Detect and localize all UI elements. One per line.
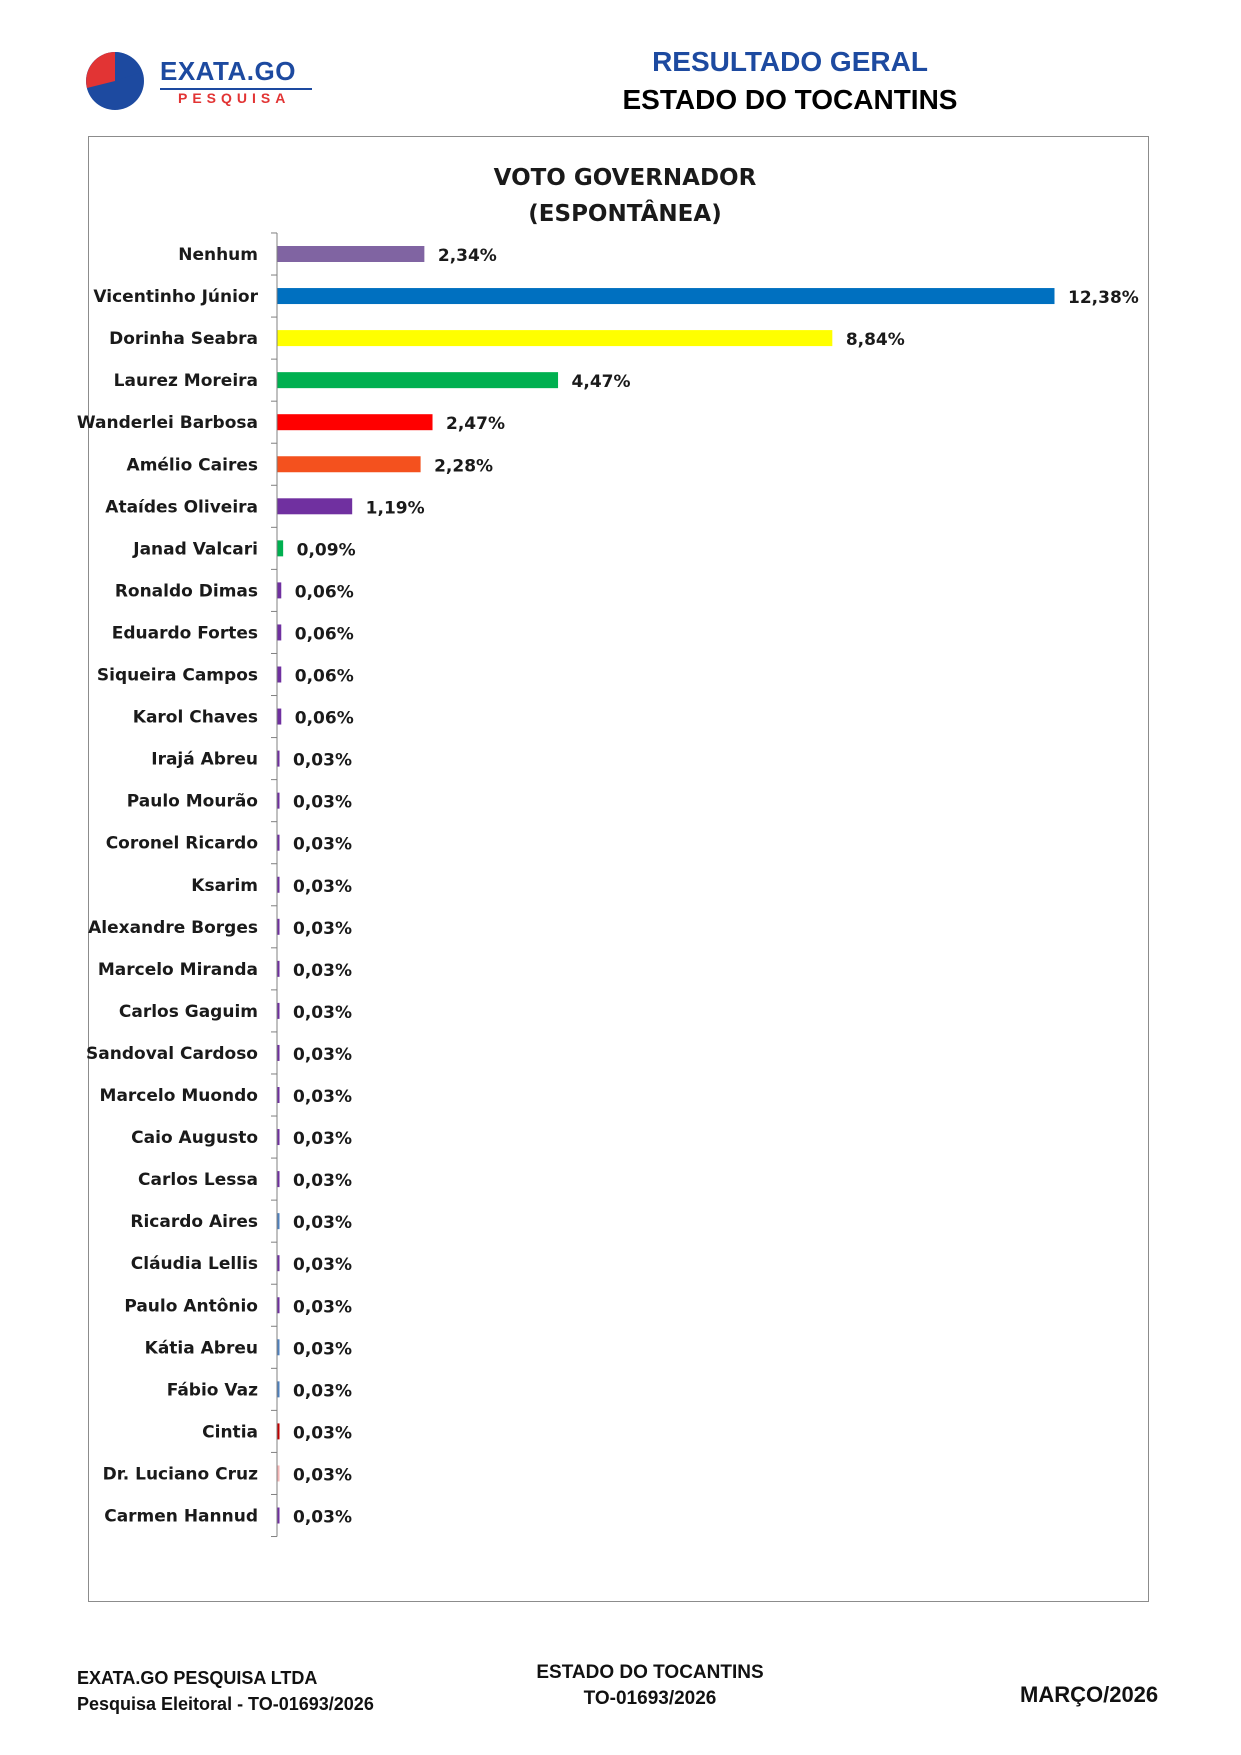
data-label: 0,03% <box>293 1044 352 1065</box>
bar <box>278 498 353 514</box>
data-label: 0,06% <box>294 666 354 687</box>
bar <box>278 751 280 767</box>
category-label: Vicentinho Júnior <box>93 287 258 308</box>
category-label: Alexandre Borges <box>88 917 258 938</box>
bar <box>278 667 282 683</box>
category-label: Fábio Vaz <box>166 1380 258 1401</box>
category-label: Marcelo Muondo <box>99 1086 258 1106</box>
category-label: Nenhum <box>178 245 258 265</box>
bar <box>278 540 284 556</box>
bar <box>278 624 282 640</box>
category-label: Paulo Mourão <box>126 791 258 812</box>
footer-left <box>77 1665 374 1717</box>
category-label: Dorinha Seabra <box>109 329 258 350</box>
category-label: Siqueira Campos <box>96 665 258 686</box>
bar <box>278 1213 280 1229</box>
data-label: 0,03% <box>293 960 352 981</box>
bar <box>278 1381 280 1397</box>
data-label: 0,03% <box>293 1507 352 1528</box>
bar <box>278 1339 280 1355</box>
bar <box>278 1423 280 1439</box>
footer-registration: Pesquisa Eleitoral - TO-01693/2026 <box>77 1694 374 1714</box>
category-label: Carlos Gaguim <box>118 1001 258 1022</box>
data-label: 0,03% <box>293 1381 352 1402</box>
category-label: Kátia Abreu <box>144 1338 258 1359</box>
data-label: 0,06% <box>294 708 354 729</box>
data-label: 2,28% <box>434 456 494 477</box>
data-label: 0,03% <box>293 1087 352 1107</box>
bar <box>278 1465 280 1481</box>
category-label: Sandoval Cardoso <box>86 1043 258 1064</box>
logo-subtitle: PESQUISA <box>178 90 291 106</box>
category-label: Eduardo Fortes <box>111 623 258 644</box>
data-label: 2,47% <box>446 414 506 435</box>
bar <box>278 1129 280 1145</box>
chart-title: VOTO GOVERNADOR <box>493 165 757 191</box>
bar <box>278 246 425 262</box>
data-label: 0,03% <box>293 1339 352 1360</box>
category-label: Wanderlei Barbosa <box>76 413 258 434</box>
bar <box>278 582 282 598</box>
bar <box>278 793 280 809</box>
data-label: 1,19% <box>365 498 425 519</box>
data-label: 0,06% <box>294 582 354 603</box>
category-label: Ksarim <box>191 875 258 896</box>
logo-name: EXATA.GO <box>160 56 296 86</box>
chart-subtitle: (ESPONTÂNEA) <box>528 201 722 227</box>
data-label: 4,47% <box>571 372 631 393</box>
footer-company: EXATA.GO PESQUISA LTDA <box>77 1668 318 1688</box>
bar <box>278 877 280 893</box>
category-label: Cintia <box>202 1422 258 1443</box>
data-label: 0,03% <box>293 1297 352 1318</box>
category-label: Carlos Lessa <box>138 1170 258 1191</box>
bar <box>278 1255 280 1271</box>
bar <box>278 709 282 725</box>
bar <box>278 288 1055 304</box>
footer-center <box>500 1660 800 1712</box>
category-label: Dr. Luciano Cruz <box>102 1464 258 1485</box>
data-label: 12,38% <box>1068 288 1139 309</box>
bar <box>278 1087 280 1103</box>
bar <box>278 961 280 977</box>
bar <box>278 1171 280 1187</box>
bar <box>278 414 433 430</box>
data-label: 0,03% <box>293 834 352 855</box>
category-label: Janad Valcari <box>133 539 258 560</box>
bar <box>278 1508 280 1524</box>
data-label: 8,84% <box>845 330 905 351</box>
data-label: 0,03% <box>293 1002 352 1023</box>
data-label: 0,03% <box>293 1213 352 1234</box>
data-label: 0,03% <box>293 876 352 897</box>
footer-code: TO-01693/2026 <box>583 1688 717 1709</box>
data-label: 0,03% <box>293 1171 352 1192</box>
category-label: Ataídes Oliveira <box>105 497 258 518</box>
category-label: Irajá Abreu <box>151 749 258 770</box>
category-label: Karol Chaves <box>132 707 258 728</box>
category-label: Carmen Hannud <box>104 1506 258 1527</box>
bar <box>278 1045 280 1061</box>
category-label: Cláudia Lellis <box>130 1254 258 1275</box>
bar <box>278 1003 280 1019</box>
category-label: Ronaldo Dimas <box>114 581 258 602</box>
category-label: Coronel Ricardo <box>105 833 258 854</box>
category-label: Marcelo Miranda <box>97 959 258 980</box>
data-label: 0,03% <box>293 750 352 771</box>
bar <box>278 330 833 346</box>
bar <box>278 835 280 851</box>
bar <box>278 372 559 388</box>
data-label: 2,34% <box>437 246 497 266</box>
data-label: 0,03% <box>293 1129 352 1150</box>
category-label: Ricardo Aires <box>130 1212 258 1233</box>
bar <box>278 456 421 472</box>
data-label: 0,03% <box>293 792 352 813</box>
data-label: 0,03% <box>293 1423 352 1444</box>
data-label: 0,03% <box>293 1255 352 1276</box>
category-label: Caio Augusto <box>131 1128 258 1149</box>
bar <box>278 1297 280 1313</box>
page-title: RESULTADO GERAL <box>652 46 928 77</box>
data-label: 0,03% <box>293 918 352 939</box>
footer-state: ESTADO DO TOCANTINS <box>536 1662 764 1683</box>
category-label: Paulo Antônio <box>124 1296 258 1317</box>
footer-date: MARÇO/2026 <box>1020 1682 1159 1707</box>
data-label: 0,06% <box>294 624 354 645</box>
page-subtitle: ESTADO DO TOCANTINS <box>622 84 958 115</box>
bar <box>278 919 280 935</box>
data-label: 0,03% <box>293 1465 352 1486</box>
category-label: Laurez Moreira <box>113 371 258 392</box>
category-label: Amélio Caires <box>126 455 258 476</box>
data-label: 0,09% <box>296 540 356 561</box>
